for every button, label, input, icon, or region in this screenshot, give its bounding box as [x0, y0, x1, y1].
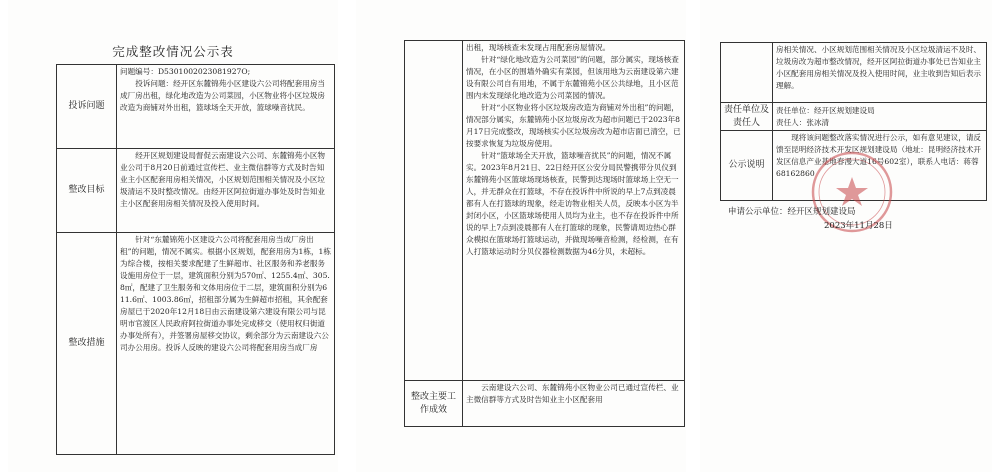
- responsible-cell: [773, 103, 987, 131]
- measures-label: 整改措施: [57, 233, 117, 455]
- responsible-label: 责任单位及责任人: [721, 103, 773, 131]
- complaint-cell: [117, 65, 335, 149]
- responsible-person: 责任人：张冰清: [776, 117, 830, 127]
- complaint-number: 问题编号：D5301002023081927O;: [120, 67, 251, 76]
- document-title: 完成整改情况公示表: [112, 44, 234, 59]
- publish-date: 2023年11月28日: [824, 221, 893, 231]
- results-continued-text: 房相关情况、小区规划范围相关情况及小区垃圾清运不及时、垃圾房改为超市整改情况，经开区阿拉街道办事处已告知业主小区配套用房相关情况及投入使用时间，业主收到告知后表示理解。: [776, 45, 982, 90]
- notice-text: 现将该问题整改落实情况进行公示，如有意见建议，请反馈至昆明经济技术开发区规划建设局（地址：昆明经济技术开发区信息产业基地春漫大道16号602室），联系人电话：蒋蓉 68162860: [776, 133, 982, 178]
- results-label: 整改主要工作成效: [405, 381, 463, 427]
- document-page-1: [8, 0, 338, 472]
- measures-continued-text: 出租，现场核查未发现占用配套房屋情况。: [466, 43, 611, 52]
- results-label-continued: [721, 43, 773, 103]
- measures-text: 针对“东麓锦苑小区建设六公司将配套用房当成厂房出租”的问题，情况不属实。根据小区规划，配套用房为1栋，1栋为综合楼，按相关要求配建了生鲜超市、社区服务和养老服务设施用房位于一层，建筑面积分别为570㎡、1255.4㎡、305.8㎡，配建了卫生服务和文体用房位于二层，建筑面积分别为611.6㎡、1003.86㎡，招租部分属为生鲜超市招租，其余配套房屋已于2020年12月18日由云南建设第六建设有限公司与昆明市官渡区人民政府阿拉街道办事处完成移交（使用权归街道办事处所有），并签署房屋移交协议，剩余部分为云南建设六公司办公用房。投诉人反映的建设六公司将配套用房当成厂房: [120, 235, 331, 352]
- basketball-court-finding: 针对“篮球场全天开放，篮球噪音扰民”的问题，情况不属实。2023年8月21日、22日经开区公安分局民警携带分贝仪到东麓锦苑小区篮球场现场核查，民警到达现场时篮球场上空无一人，并无群众在打篮球，不存在投诉件中所说的早上7点到凌晨都有人在打篮球的现象，经走访物业相关人员，反映本小区为半封闭小区，小区篮球场使用人员均为业主，也不存在投诉件中所说的早上7点到凌晨都有人在打篮球的现象，民警请周边热心群众模拟在篮球场打篮球运动，并做现场噪音检测，经检测，在有人打篮球运动时分贝仪器检测数据为46分贝，未超标。: [466, 151, 679, 256]
- complaint-content: 投诉问题：经开区东麓锦苑小区建设六公司将配套用房当成厂房出租，绿化地改造为公司菜园，小区物业将小区垃圾房改造为商铺对外出租，篮球场全天开放，篮球噪音扰民。: [120, 79, 326, 112]
- measures-cell: [117, 233, 335, 455]
- results-cell: [463, 381, 685, 427]
- responsible-unit: 责任单位：经开区规划建设局: [776, 105, 875, 115]
- applicant-unit: 申请公示单位：经开区规划建设局: [728, 207, 856, 217]
- document-page-3: [700, 0, 992, 472]
- results-continued-cell: [773, 43, 987, 103]
- garbage-room-finding: 针对“小区物业将小区垃圾房改造为商铺对外出租”的问题，情况部分属实，东麓锦苑小区垃圾房改为超市问题已于2023年8月17日完成整改，现场核实小区垃圾房改为超市店面已清空，已按要求恢复为垃圾房使用。: [466, 103, 681, 148]
- target-text: 经开区规划建设局督促云南建设六公司、东麓锦苑小区物业公司于8月20日前通过宣传栏、业主微信群等方式及时告知业主小区配套用房相关情况，小区规划范围相关情况及小区垃圾清运不及时整改情况。由经开区阿拉街道办事处及时告知业主小区配套用房相关情况及投入使用时间。: [120, 151, 326, 208]
- target-cell: [117, 149, 335, 233]
- measures-continued-cell: [463, 41, 685, 381]
- notice-label: 公示说明: [721, 131, 773, 201]
- results-text: 云南建设六公司、东麓锦苑小区物业公司已通过宣传栏、业主微信群等方式及时告知业主小区配套用: [466, 383, 679, 404]
- seal-star-icon: [836, 177, 868, 206]
- document-page-2: [356, 0, 686, 472]
- complaint-label: 投诉问题: [57, 65, 117, 149]
- rectification-table-part-2: [404, 40, 685, 427]
- green-land-finding: 针对“绿化地改造为公司菜园”的问题，部分属实，现场核查情况，在小区的围墙外确实有菜园，但该用地为云南建设第六建设有限公司自有用地，不属于东麓锦苑小区公共绿地，且小区范围内未发现绿化地改造为公司菜园的情况。: [466, 55, 679, 100]
- rectification-table-part-1: [56, 64, 335, 455]
- measures-label-continued: [405, 41, 463, 381]
- target-label: 整改目标: [57, 149, 117, 233]
